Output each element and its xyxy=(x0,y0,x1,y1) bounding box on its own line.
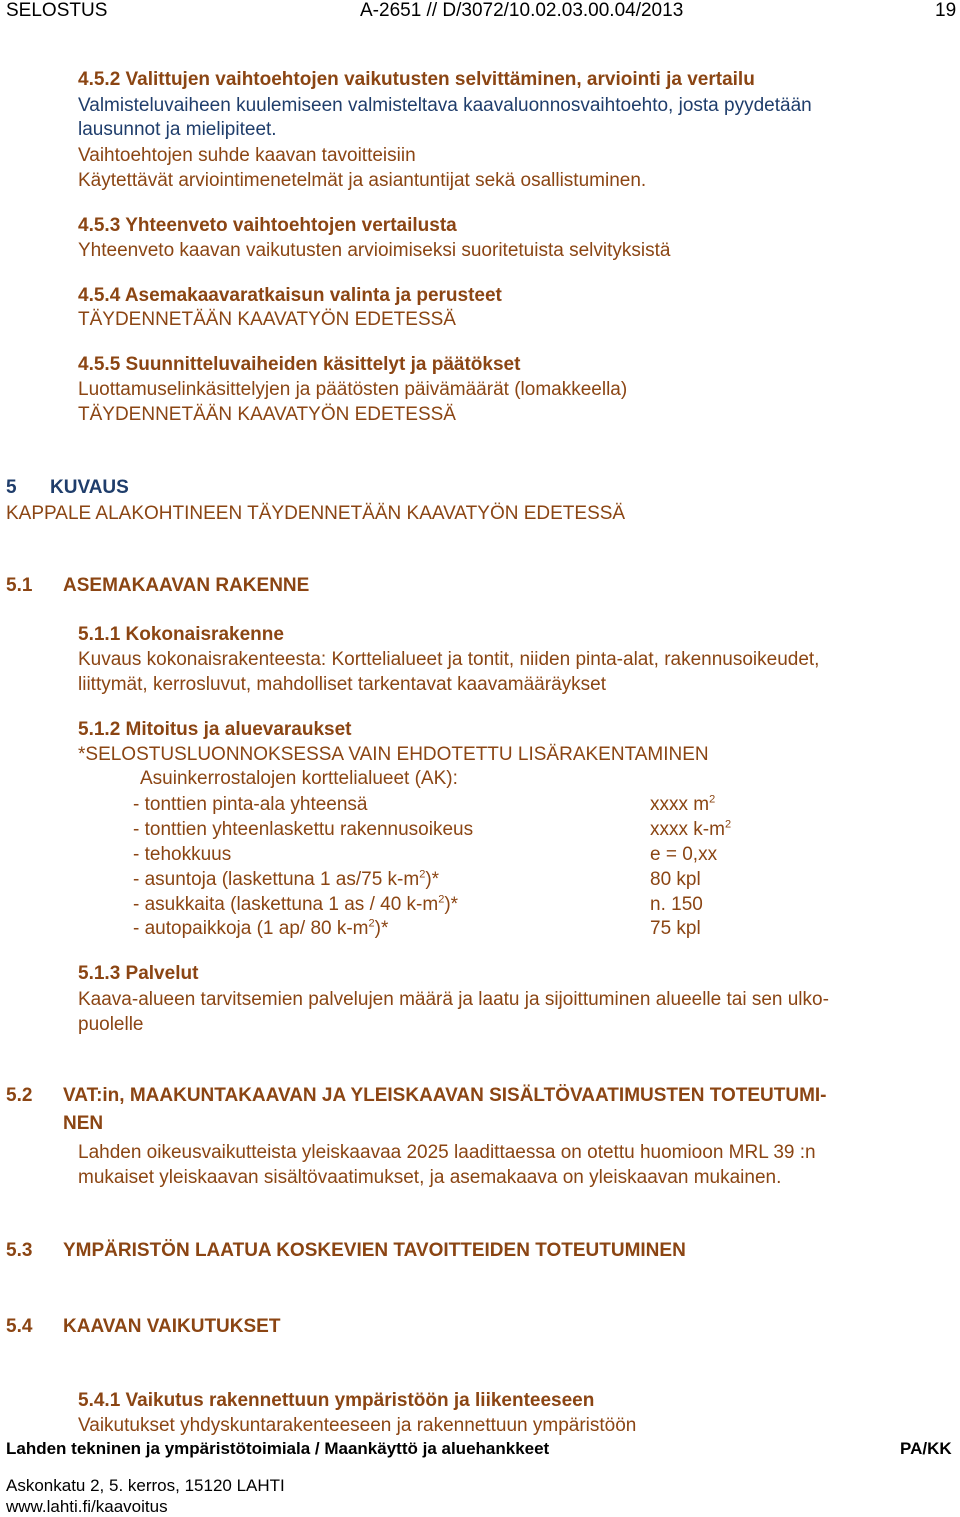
heading-5-1-title: ASEMAKAAVAN RAKENNE xyxy=(63,575,310,596)
heading-4-5-3: 4.5.3 Yhteenveto vaihtoehtojen vertailusta xyxy=(78,215,457,236)
list-item-label: - asuntoja (laskettuna 1 as/75 $k-m^2)*$ xyxy=(133,868,440,890)
page-number: 19 xyxy=(935,0,957,21)
heading-5-4-title: KAAVAN VAIKUTUKSET xyxy=(63,1316,281,1337)
text-5-2-line1: Lahden oikeusvaikutteista yleiskaavaa 2025 laadittaessa on otettu huomioon MRL 39 :n xyxy=(78,1142,816,1163)
heading-5-3-number: 5.3 xyxy=(6,1240,33,1261)
heading-5-4-1: 5.4.1 Vaikutus rakennettuun ympäristöön ja liikenteeseen xyxy=(78,1390,595,1411)
list-item-value: xxxx $m^2$ xyxy=(650,793,716,815)
text-4-5-3-line1: Yhteenveto kaavan vaikutusten arvioimiseksi suoritetuista selvityksistä xyxy=(78,240,671,261)
header-left: SELOSTUS xyxy=(6,0,108,21)
text-5-2-line2: mukaiset yleiskaavan sisältövaatimukset, ja asemakaava on yleiskaavan mukainen. xyxy=(78,1167,782,1188)
list-item-value: n. 150 xyxy=(650,894,703,915)
header-document-id: A-2651 // D/3072/10.02.03.00.04/2013 xyxy=(360,0,684,21)
footer-organization: Lahden tekninen ja ympäristötoimiala / Maankäyttö ja aluehankkeet xyxy=(6,1439,550,1458)
heading-5-1-number: 5.1 xyxy=(6,575,33,596)
heading-5-title: KUVAUS xyxy=(50,477,129,498)
list-item-value: xxxx $k-m^2$ xyxy=(650,818,732,840)
heading-5-2-title-line2: NEN xyxy=(63,1113,104,1134)
text-4-5-2-line4: Käytettävät arviointimenetelmät ja asiantuntijat sekä osallistuminen. xyxy=(78,170,647,191)
heading-5-4-number: 5.4 xyxy=(6,1316,33,1337)
heading-4-5-4: 4.5.4 Asemakaavaratkaisun valinta ja perusteet xyxy=(78,285,502,306)
list-item-label: - tonttien yhteenlaskettu rakennusoikeus xyxy=(133,819,474,840)
list-item-label: - asukkaita (laskettuna 1 as / 40 $k-m^2)*$ xyxy=(133,893,459,915)
text-4-5-5-line1: Luottamuselinkäsittelyjen ja päätösten päivämäärät (lomakkeella) xyxy=(78,379,628,400)
footer-initials: PA/KK xyxy=(900,1439,952,1458)
footer-website: www.lahti.fi/kaavoitus xyxy=(6,1497,168,1516)
heading-5-2-title-line1: VAT:in, MAAKUNTAKAAVAN JA YLEISKAAVAN SISÄLTÖVAATIMUSTEN TOTEUTUMI- xyxy=(63,1085,827,1106)
text-4-5-2-line2: lausunnot ja mielipiteet. xyxy=(78,119,277,140)
list-item-label: - autopaikkoja (1 ap/ 80 $k-m^2)*$ xyxy=(133,917,389,939)
text-5-1-1-line2: liittymät, kerrosluvut, mahdolliset tarkentavat kaavamääräykset xyxy=(78,674,606,695)
text-4-5-2-line1: Valmisteluvaiheen kuulemiseen valmisteltava kaavaluonnosvaihtoehto, josta pyydetään xyxy=(78,95,812,116)
text-5-1-3-line2: puolelle xyxy=(78,1014,144,1035)
text-5-4-1-line1: Vaikutukset yhdyskuntarakenteeseen ja rakennettuun ympäristöön xyxy=(78,1415,637,1436)
heading-5-1-1: 5.1.1 Kokonaisrakenne xyxy=(78,624,284,645)
footer-address: Askonkatu 2, 5. kerros, 15120 LAHTI xyxy=(6,1476,285,1495)
heading-4-5-2: 4.5.2 Valittujen vaihtoehtojen vaikutusten selvittäminen, arviointi ja vertailu xyxy=(78,69,755,90)
heading-5-3-title: YMPÄRISTÖN LAATUA KOSKEVIEN TAVOITTEIDEN TOTEUTUMINEN xyxy=(63,1240,686,1261)
text-5-1-2-line1: *SELOSTUSLUONNOKSESSA VAIN EHDOTETTU LISÄRAKENTAMINEN xyxy=(78,744,709,765)
heading-5-2-number: 5.2 xyxy=(6,1085,33,1106)
list-item-value: 75 kpl xyxy=(650,918,701,939)
text-5-1-2-line2: Asuinkerrostalojen korttelialueet (AK): xyxy=(140,768,458,789)
heading-5-1-3: 5.1.3 Palvelut xyxy=(78,963,199,984)
text-4-5-4-line1: TÄYDENNETÄÄN KAAVATYÖN EDETESSÄ xyxy=(78,309,456,330)
heading-5-number: 5 xyxy=(6,477,17,498)
list-item-value: e = 0,xx xyxy=(650,844,718,865)
list-item-label: - tehokkuus xyxy=(133,844,232,865)
heading-4-5-5: 4.5.5 Suunnitteluvaiheiden käsittelyt ja päätökset xyxy=(78,354,521,375)
text-5-1-3-line1: Kaava-alueen tarvitsemien palvelujen määrä ja laatu ja sijoittuminen alueelle tai sen ulko- xyxy=(78,989,829,1010)
text-5-line1: KAPPALE ALAKOHTINEEN TÄYDENNETÄÄN KAAVATYÖN EDETESSÄ xyxy=(6,503,626,524)
text-4-5-5-line2: TÄYDENNETÄÄN KAAVATYÖN EDETESSÄ xyxy=(78,404,456,425)
text-4-5-2-line3: Vaihtoehtojen suhde kaavan tavoitteisiin xyxy=(78,145,416,166)
list-item-value: 80 kpl xyxy=(650,869,701,890)
heading-5-1-2: 5.1.2 Mitoitus ja aluevaraukset xyxy=(78,719,352,740)
list-item-label: - tonttien pinta-ala yhteensä xyxy=(133,794,368,815)
text-5-1-1-line1: Kuvaus kokonaisrakenteesta: Korttelialueet ja tontit, niiden pinta-alat, rakennusoikeudet, xyxy=(78,649,820,670)
